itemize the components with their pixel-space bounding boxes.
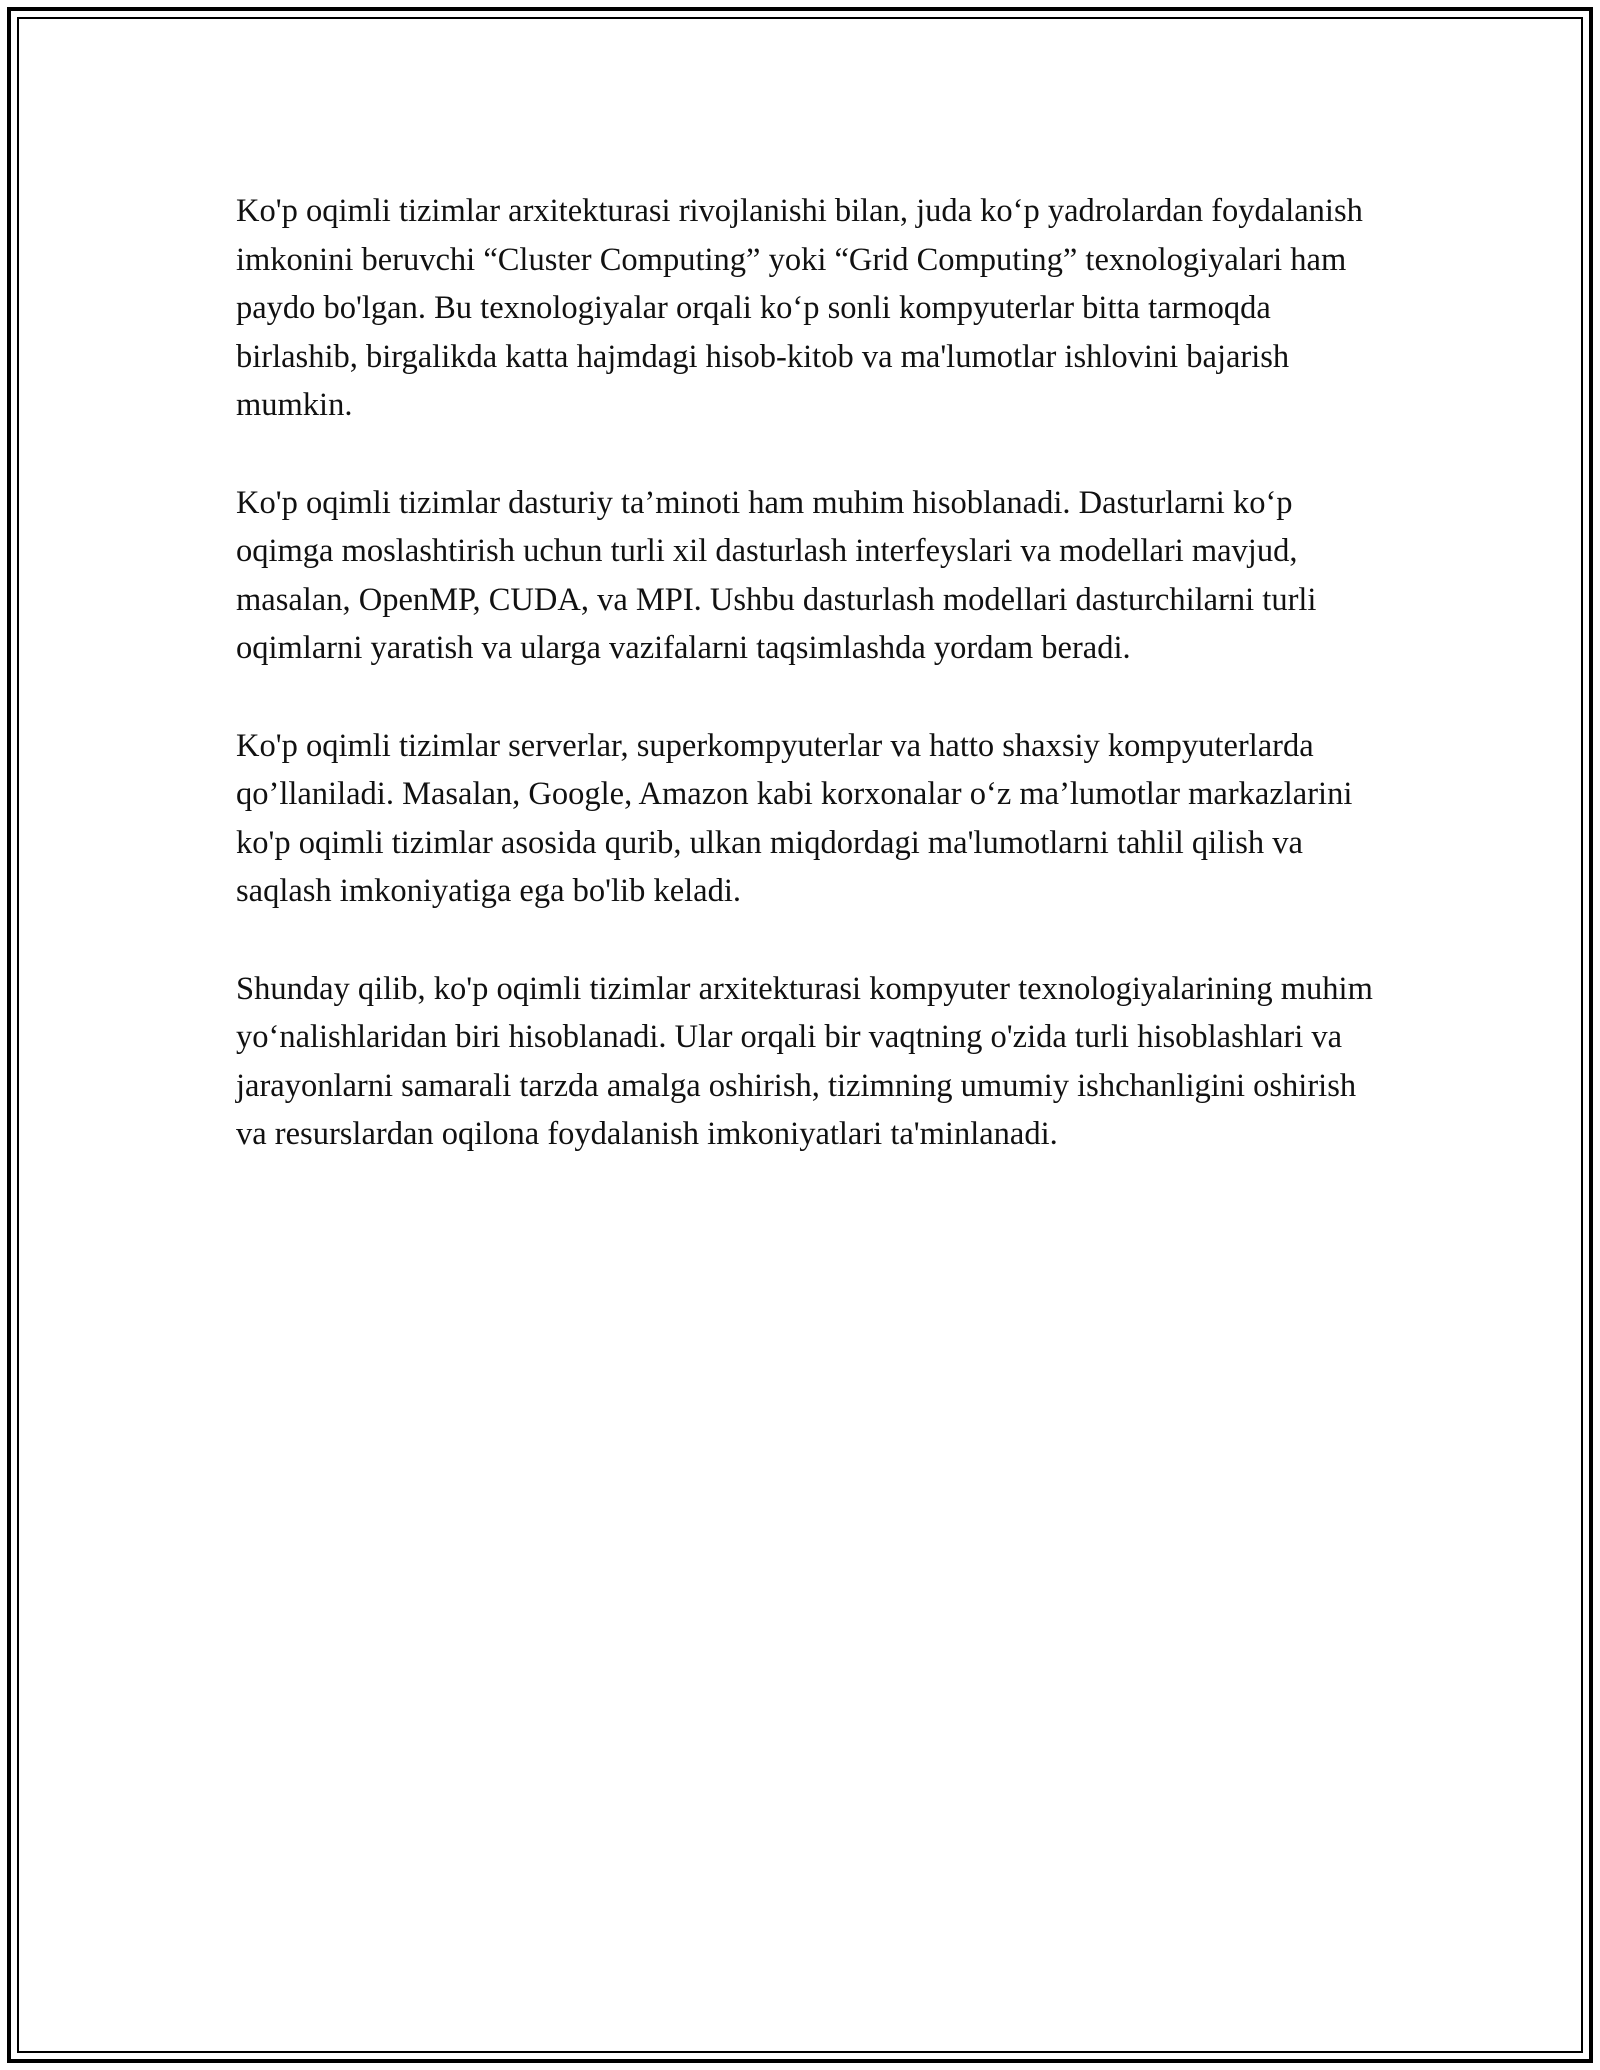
paragraph: Ko'p oqimli tizimlar dasturiy ta’minoti ham muhim hisoblanadi. Dasturlarni ko‘p oqimga moslashtirish uchun turli xil dasturlash interfeyslari va modellari mavjud, masalan, OpenMP, CUDA, va MPI. Ushbu dasturlash modellari dasturchilarni turli oqimlarni yaratish va ularga vazifalarni taqsimlashda yordam beradi. — [236, 484, 1317, 666]
paragraph: Ko'p oqimli tizimlar arxitekturasi rivojlanishi bilan, juda ko‘p yadrolardan foydalanish imkonini beruvchi “Cluster Computing” yoki “Grid Computing” texnologiyalari ham paydo bo'lgan. Bu texnologiyalar orqali ko‘p sonli kompyuterlar bitta tarmoqda birlashib, birgalikda katta hajmdagi hisob-kitob va ma'lumotlar ishlovini bajarish mumkin. — [236, 193, 1363, 423]
paragraph: Ko'p oqimli tizimlar serverlar, superkompyuterlar va hatto shaxsiy kompyuterlarda qo’llaniladi. Masalan, Google, Amazon kabi korxonalar o‘z ma’lumotlar markazlarini ko'p oqimli tizimlar asosida qurib, ulkan miqdordagi ma'lumotlarni tahlil qilish va saqlash imkoniyatiga ega bo'lib keladi. — [236, 727, 1353, 909]
document-body — [236, 187, 1386, 1208]
paragraph: Shunday qilib, ko'p oqimli tizimlar arxitekturasi kompyuter texnologiyalarining muhim yo‘nalishlaridan biri hisoblanadi. Ular orqali bir vaqtning o'zida turli hisoblashlari va jarayonlarni samarali tarzda amalga oshirish, tizimning umumiy ishchanligini oshirish va resurslardan oqilona foydalanish imkoniyatlari ta'minlanadi. — [236, 970, 1373, 1152]
